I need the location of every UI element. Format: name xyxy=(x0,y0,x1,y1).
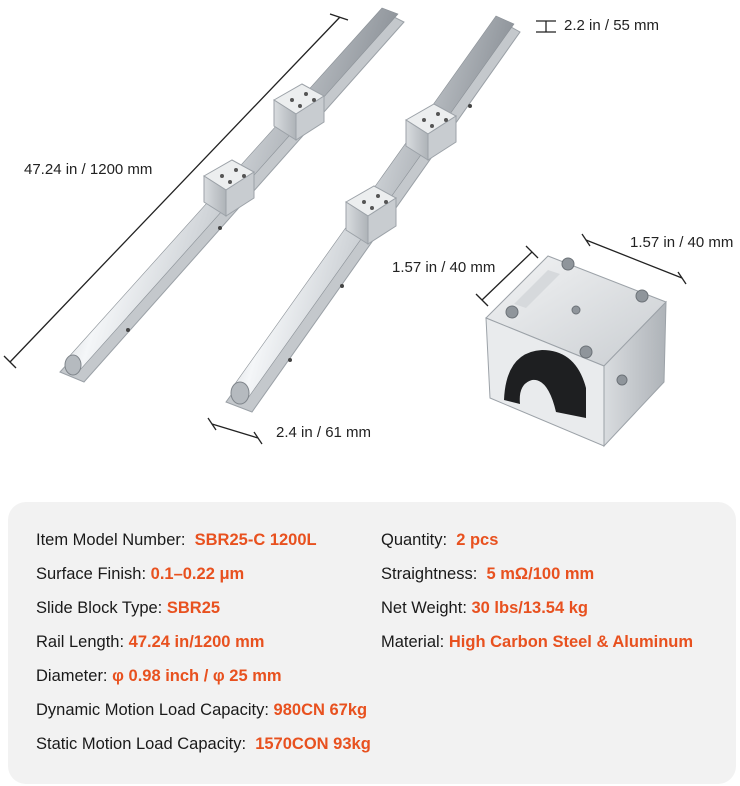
spec-label: Slide Block Type: xyxy=(36,599,163,617)
rail-height-label: 2.2 in / 55 mm xyxy=(564,17,660,34)
spec-value: 47.24 in/1200 mm xyxy=(128,633,265,651)
spec-value: SBR25-C 1200L xyxy=(194,531,317,549)
spec-label: Net Weight: xyxy=(381,599,467,617)
spec-quantity xyxy=(381,531,498,550)
spec-value: High Carbon Steel & Aluminum xyxy=(448,633,694,651)
spec-dynamic-load xyxy=(36,701,367,720)
rail-2-block-1 xyxy=(346,186,396,244)
rail-height-dimension xyxy=(536,21,556,32)
spec-surface-finish xyxy=(36,565,244,584)
spec-label: Item Model Number: xyxy=(36,531,186,549)
spec-panel xyxy=(8,502,736,784)
spec-value: 0.1–0.22 μm xyxy=(150,565,245,583)
spec-slide-block-type xyxy=(36,599,220,618)
rail-length-label: 47.24 in / 1200 mm xyxy=(24,161,153,178)
spec-label: Straightness: xyxy=(381,565,478,583)
spec-model-number xyxy=(36,531,317,550)
spec-straightness xyxy=(381,565,594,584)
spec-label: Dynamic Motion Load Capacity: xyxy=(36,701,269,719)
spec-value: 2 pcs xyxy=(456,531,499,549)
spec-static-load xyxy=(36,735,371,754)
spec-net-weight xyxy=(381,599,588,618)
spec-label: Rail Length: xyxy=(36,633,125,651)
spec-value: 980CN 67kg xyxy=(273,701,368,719)
spec-label: Material: xyxy=(381,633,445,651)
block-length-label: 1.57 in / 40 mm xyxy=(392,259,496,276)
block-width-label: 1.57 in / 40 mm xyxy=(630,234,734,251)
spec-rail-length xyxy=(36,633,264,652)
rail-base-dimension xyxy=(208,418,262,444)
slide-block-detail xyxy=(486,256,666,446)
spec-label: Diameter: xyxy=(36,667,108,685)
spec-label: Quantity: xyxy=(381,531,448,549)
spec-value: 5 mΩ/100 mm xyxy=(486,565,595,583)
spec-label: Static Motion Load Capacity: xyxy=(36,735,247,753)
spec-value: 1570CON 93kg xyxy=(255,735,371,753)
spec-value: SBR25 xyxy=(166,599,221,617)
spec-value: 30 lbs/13.54 kg xyxy=(471,599,588,617)
rail-base-label: 2.4 in / 61 mm xyxy=(276,424,372,441)
spec-value: φ 0.98 inch / φ 25 mm xyxy=(112,667,282,685)
spec-diameter xyxy=(36,667,282,686)
spec-label: Surface Finish: xyxy=(36,565,147,583)
spec-material xyxy=(381,633,693,652)
